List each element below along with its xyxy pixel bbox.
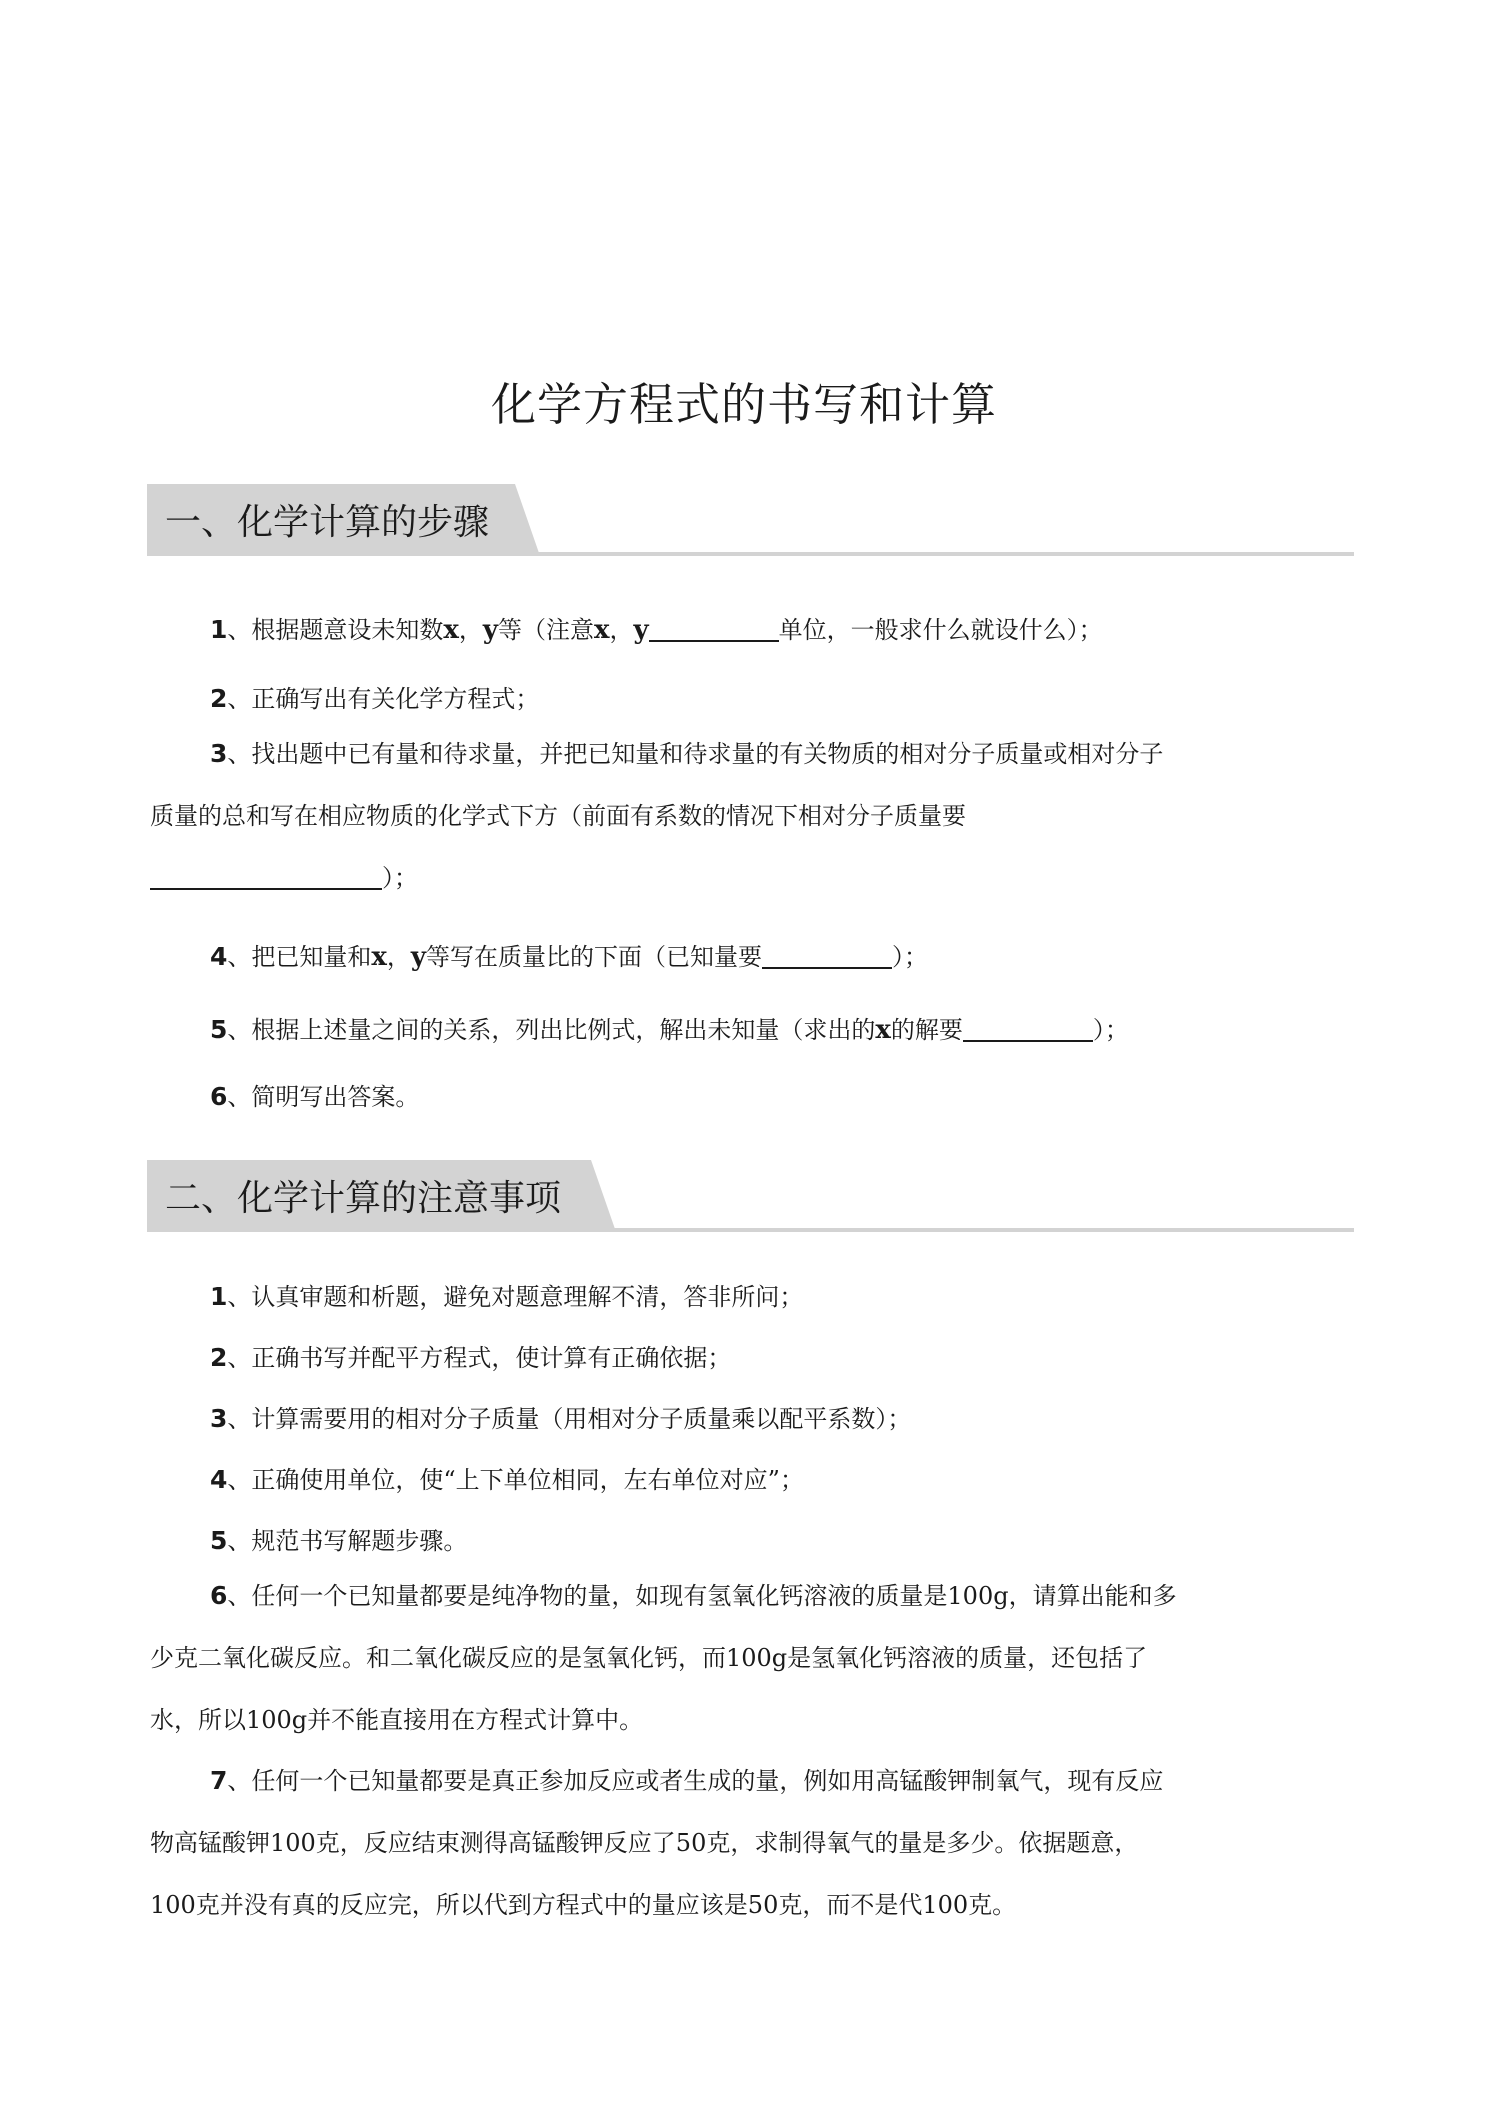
section-divider <box>147 552 1354 556</box>
item-text-continuation: 少克二氧化碳反应。和二氧化碳反应的是氢氧化钙，而100g是氢氧化钙溶液的质量，还包括了 <box>150 1644 1148 1672</box>
fill-blank[interactable] <box>649 616 779 642</box>
item-number: 3 <box>210 1404 228 1433</box>
section-header-notes <box>147 1160 1354 1232</box>
item-text: 、规范书写解题步骤。 <box>227 1527 468 1555</box>
note-item-6 <box>150 1565 1320 1751</box>
item-text: 、简明写出答案。 <box>227 1083 420 1111</box>
section-heading: 一、化学计算的步骤 <box>165 502 490 543</box>
item-text: ， <box>609 616 634 644</box>
item-text: 、把已知量和 <box>227 943 372 971</box>
item-number: 4 <box>210 1465 228 1494</box>
section-divider <box>147 1228 1354 1232</box>
item-text: 、认真审题和析题，避免对题意理解不清，答非所问； <box>227 1283 804 1311</box>
item-number: 5 <box>210 1526 228 1555</box>
item-text: 、任何一个已知量都要是纯净物的量，如现有氢氧化钙溶液的质量是100g，请算出能和多 <box>227 1582 1177 1610</box>
item-text-continuation: 物高锰酸钾100克，反应结束测得高锰酸钾反应了50克，求制得氧气的量是多少。依据题意， <box>150 1829 1139 1857</box>
variable: x <box>875 1015 891 1045</box>
note-item-2 <box>210 1338 731 1373</box>
document-title: 化学方程式的书写和计算 <box>490 378 997 432</box>
item-text: 、正确书写并配平方程式，使计算有正确依据； <box>227 1344 732 1372</box>
step-item-2 <box>210 679 539 714</box>
fill-blank[interactable] <box>762 943 892 969</box>
item-text: ， <box>458 616 483 644</box>
step-item-3 <box>150 723 1320 909</box>
item-number: 6 <box>210 1082 228 1111</box>
item-text: 等写在质量比的下面（已知量要 <box>426 943 763 971</box>
item-text: ）； <box>382 864 418 892</box>
item-number: 5 <box>210 1015 228 1044</box>
note-item-3 <box>210 1399 911 1434</box>
item-text: ， <box>386 943 411 971</box>
step-item-1 <box>210 610 1103 645</box>
item-text: 、根据题意设未知数 <box>227 616 444 644</box>
variable: x <box>594 615 610 645</box>
variable: y <box>633 615 649 645</box>
item-text-continuation: 水，所以100g并不能直接用在方程式计算中。 <box>150 1706 644 1734</box>
section-header-steps <box>147 484 1354 556</box>
item-text: ）； <box>1092 1016 1129 1044</box>
item-number: 2 <box>210 1343 228 1372</box>
variable: y <box>482 615 499 645</box>
item-text: 、正确写出有关化学方程式； <box>227 685 540 713</box>
item-text: ）； <box>892 943 929 971</box>
fill-blank[interactable] <box>150 858 382 890</box>
item-number: 1 <box>210 1282 228 1311</box>
item-text: 、根据上述量之间的关系，列出比例式，解出未知量（求出的 <box>227 1016 876 1044</box>
note-item-5 <box>210 1521 467 1556</box>
item-number: 3 <box>210 739 228 768</box>
item-number: 4 <box>210 942 228 971</box>
section-heading: 二、化学计算的注意事项 <box>165 1178 562 1219</box>
item-text: 单位，一般求什么就设什么）； <box>778 616 1103 644</box>
item-text: 、找出题中已有量和待求量，并把已知量和待求量的有关物质的相对分子质量或相对分子 <box>227 740 1164 768</box>
step-item-4 <box>210 937 928 972</box>
item-text-continuation: 100克并没有真的反应完，所以代到方程式中的量应该是50克，而不是代100克。 <box>150 1891 1017 1919</box>
variable: x <box>443 615 459 645</box>
item-text: 的解要 <box>890 1016 963 1044</box>
fill-blank[interactable] <box>963 1016 1093 1042</box>
item-number: 2 <box>210 684 228 713</box>
item-text: 、任何一个已知量都要是真正参加反应或者生成的量，例如用高锰酸钾制氧气，现有反应 <box>227 1767 1164 1795</box>
variable: y <box>410 942 427 972</box>
step-item-5 <box>210 1010 1129 1045</box>
step-item-6 <box>210 1077 419 1112</box>
item-number: 6 <box>210 1581 228 1610</box>
item-text-continuation: 质量的总和写在相应物质的化学式下方（前面有系数的情况下相对分子质量要 <box>150 802 966 830</box>
item-text: 等（注意 <box>498 616 595 644</box>
item-text: 、计算需要用的相对分子质量（用相对分子质量乘以配平系数）； <box>227 1405 912 1433</box>
item-text: 、正确使用单位，使“上下单位相同，左右单位对应”； <box>227 1466 804 1494</box>
note-item-4 <box>210 1460 804 1495</box>
item-number: 1 <box>210 615 228 644</box>
note-item-1 <box>210 1277 803 1312</box>
note-item-7 <box>150 1750 1320 1936</box>
item-number: 7 <box>210 1766 228 1795</box>
variable: x <box>371 942 387 972</box>
